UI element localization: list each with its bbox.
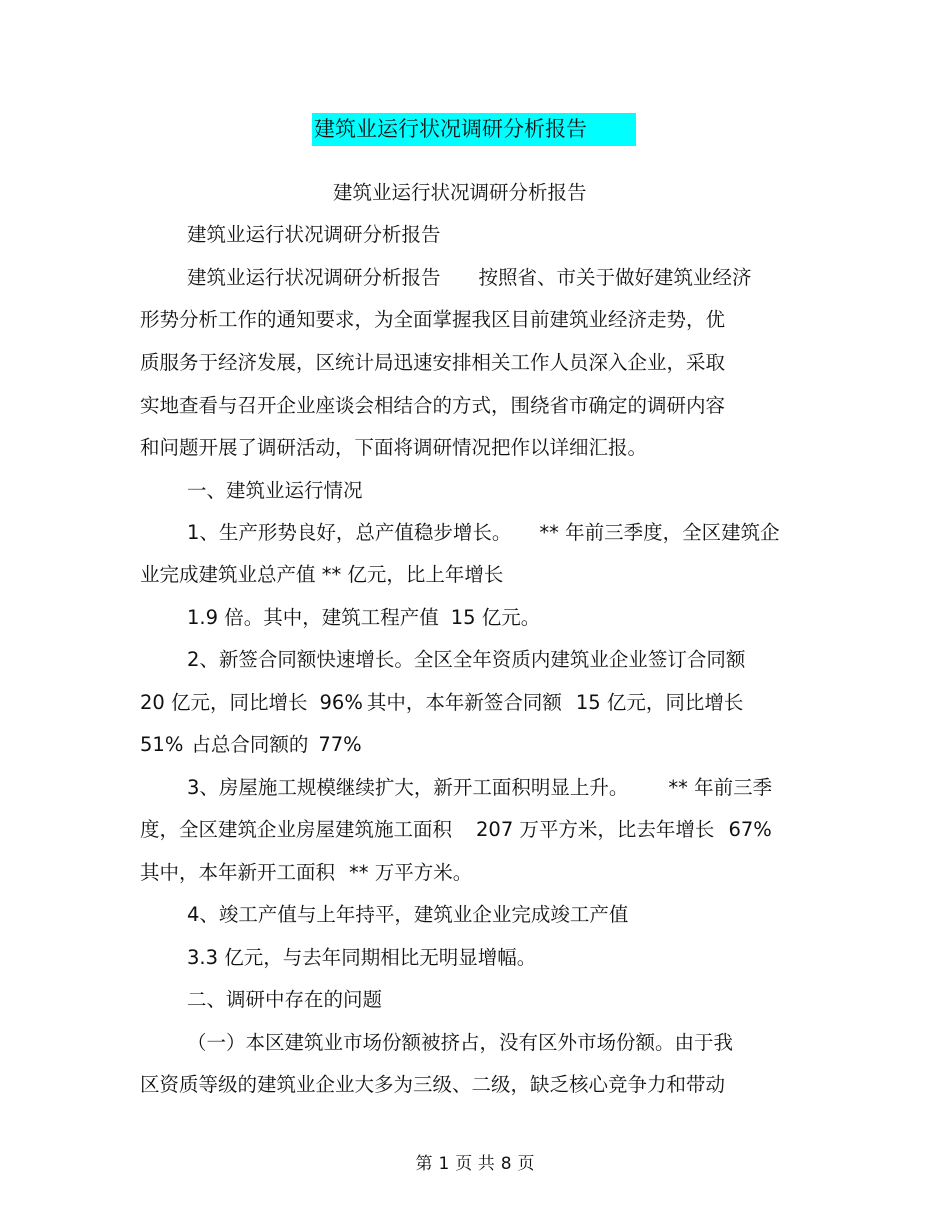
page-footer (0, 1152, 950, 1176)
line-text: 占总合同额的 (191, 733, 309, 756)
total-page-number: 8 (500, 1154, 512, 1174)
paragraph-line (140, 860, 472, 886)
line-text: 度，全区建筑企业房屋建筑施工面积 (140, 818, 453, 841)
paragraph-line: 4、竣工产值与上年持平，建筑业企业完成竣工产值 (187, 903, 629, 926)
paragraph-line (187, 265, 752, 291)
document-title: 建筑业运行状况调研分析报告 (314, 117, 587, 141)
line-text: ** 年前三季度，全区建筑企 (539, 521, 780, 544)
line-text: 207 万平方米，比去年增长 (476, 818, 715, 841)
inline-title: 建筑业运行状况调研分析报告 (187, 266, 441, 289)
paragraph-line: 形势分析工作的通知要求，为全面掌握我区目前建筑业经济走势，优 (140, 308, 726, 331)
line-text: 20 亿元，同比增长 (140, 691, 308, 714)
line-text: 77% (318, 733, 362, 756)
footer-prefix: 第 (415, 1154, 433, 1174)
line-text: 1.9 倍。其中，建筑工程产值 (187, 606, 439, 629)
line-text: ** 年前三季 (668, 776, 773, 799)
line-text: 3、房屋施工规模继续扩大，新开工面积明显上升。 (187, 776, 629, 799)
paragraph-line: 和问题开展了调研活动，下面将调研情况把作以详细汇报。 (140, 436, 648, 459)
paragraph-line: 质服务于经济发展，区统计局迅速安排相关工作人员深入企业，采取 (140, 351, 726, 374)
line-text: 15 亿元，同比增长 (575, 691, 744, 714)
document-title-highlight (312, 113, 636, 146)
line-text: ** 万平方米。 (349, 861, 473, 884)
line-text: 51% (140, 733, 184, 756)
subtitle: 建筑业运行状况调研分析报告 (333, 181, 587, 204)
paragraph-line: 业完成建筑业总产值 ** 亿元，比上年增长 (140, 563, 504, 586)
paragraph-line: 2、新签合同额快速增长。全区全年资质内建筑业企业签订合同额 (187, 648, 746, 671)
footer-mid: 页 共 (455, 1154, 495, 1174)
current-page-number: 1 (438, 1154, 450, 1174)
line-text: 15 亿元。 (450, 606, 541, 629)
paragraph-line (187, 775, 772, 801)
line-text: 其中，本年新开工面积 (140, 861, 336, 884)
paragraph-line: （一）本区建筑业市场份额被挤占，没有区外市场份额。由于我 (187, 1031, 734, 1054)
footer-suffix: 页 (517, 1154, 535, 1174)
line-text: 96% (319, 691, 363, 714)
line-text: 按照省、市关于做好建筑业经济 (478, 266, 752, 289)
section-heading-2: 二、调研中存在的问题 (187, 988, 383, 1011)
line-text: 1、生产形势良好，总产值稳步增长。 (187, 521, 512, 544)
paragraph-line: 实地查看与召开企业座谈会相结合的方式，围绕省市确定的调研内容 (140, 394, 726, 417)
line-text: 其中，本年新签合同额 (366, 691, 562, 714)
paragraph-heading: 建筑业运行状况调研分析报告 (187, 223, 441, 246)
paragraph-line (140, 690, 743, 716)
line-text: 67% (728, 818, 772, 841)
paragraph-line: 3.3 亿元，与去年同期相比无明显增幅。 (187, 946, 537, 969)
paragraph-line: 区资质等级的建筑业企业大多为三级、二级，缺乏核心竞争力和带动 (140, 1073, 726, 1096)
paragraph-line (187, 520, 780, 546)
paragraph-line (187, 605, 540, 631)
section-heading-1: 一、建筑业运行情况 (187, 479, 363, 502)
paragraph-line (140, 817, 772, 843)
paragraph-line (140, 732, 362, 758)
